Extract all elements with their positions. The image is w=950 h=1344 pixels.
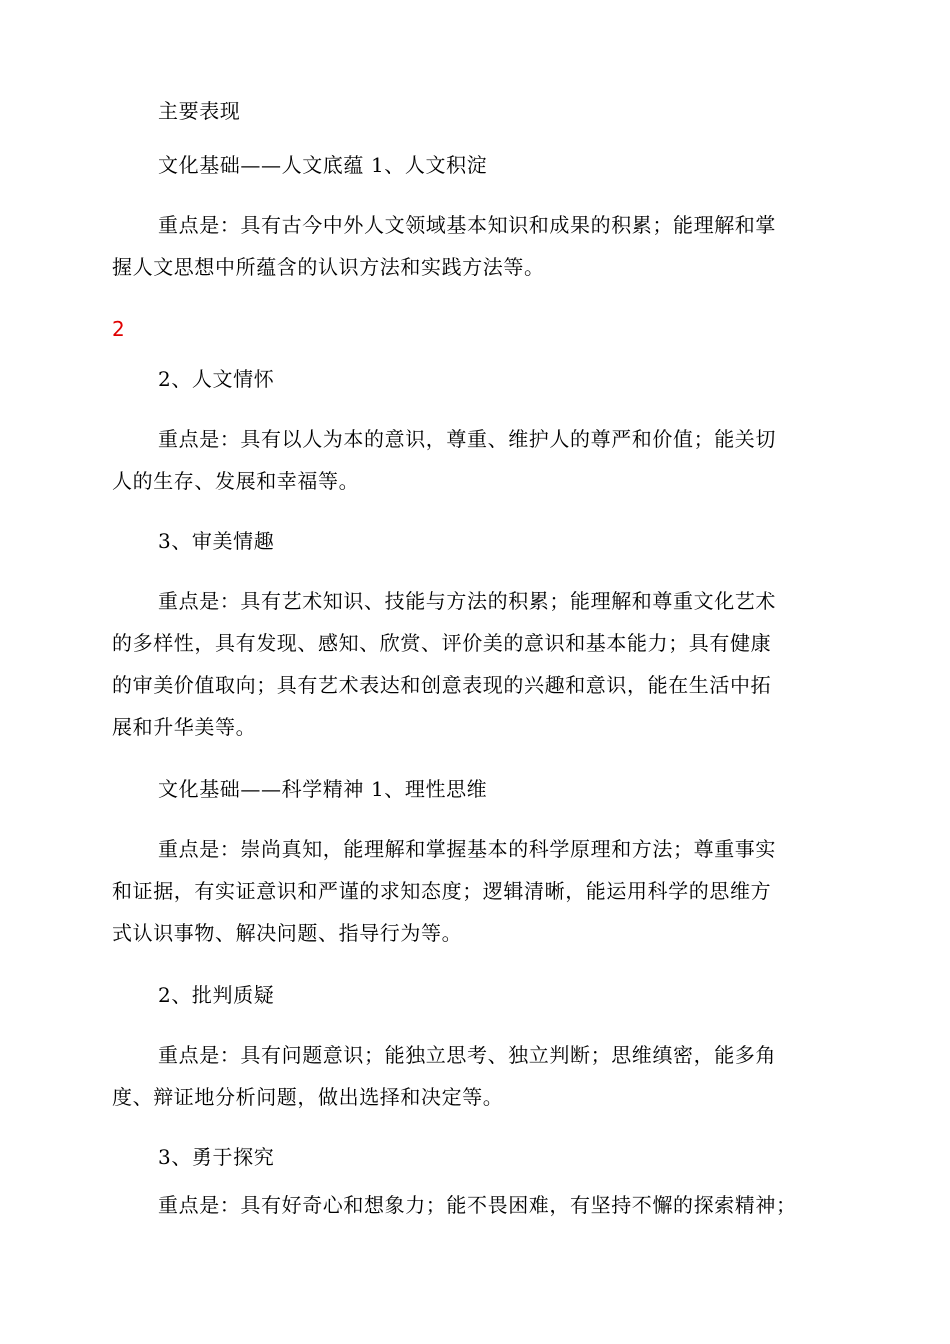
paragraph-line: 和证据，有实证意识和严谨的求知态度；逻辑清晰，能运用科学的思维方 — [112, 879, 772, 903]
heading-main-performance: 主要表现 — [158, 99, 241, 123]
paragraph-line: 握人文思想中所蕴含的认识方法和实践方法等。 — [112, 255, 545, 279]
subheading-humanistic-care: 2、人文情怀 — [158, 367, 275, 391]
paragraph-line: 重点是：具有好奇心和想象力；能不畏困难，有坚持不懈的探索精神； — [158, 1193, 797, 1217]
paragraph-line: 人的生存、发展和幸福等。 — [112, 469, 360, 493]
paragraph-line: 的审美价值取向；具有艺术表达和创意表现的兴趣和意识，能在生活中拓 — [112, 673, 772, 697]
page-number: 2 — [112, 317, 125, 341]
paragraph-line: 的多样性，具有发现、感知、欣赏、评价美的意识和基本能力；具有健康 — [112, 631, 772, 655]
subheading-exploration: 3、勇于探究 — [158, 1145, 275, 1169]
paragraph-line: 度、辩证地分析问题，做出选择和决定等。 — [112, 1085, 504, 1109]
paragraph-line: 重点是：具有以人为本的意识，尊重、维护人的尊严和价值；能关切 — [158, 427, 776, 451]
paragraph-line: 重点是：崇尚真知，能理解和掌握基本的科学原理和方法；尊重事实 — [158, 837, 776, 861]
section-heading-humanities: 文化基础——人文底蕴 1、人文积淀 — [158, 153, 488, 177]
paragraph-line: 重点是：具有艺术知识、技能与方法的积累；能理解和尊重文化艺术 — [158, 589, 776, 613]
paragraph-line: 展和升华美等。 — [112, 715, 257, 739]
paragraph-line: 式认识事物、解决问题、指导行为等。 — [112, 921, 463, 945]
subheading-aesthetic-taste: 3、审美情趣 — [158, 529, 275, 553]
subheading-critical-questioning: 2、批判质疑 — [158, 983, 275, 1007]
section-heading-science: 文化基础——科学精神 1、理性思维 — [158, 777, 488, 801]
paragraph-line: 重点是：具有古今中外人文领域基本知识和成果的积累；能理解和掌 — [158, 213, 776, 237]
paragraph-line: 重点是：具有问题意识；能独立思考、独立判断；思维缜密，能多角 — [158, 1043, 776, 1067]
